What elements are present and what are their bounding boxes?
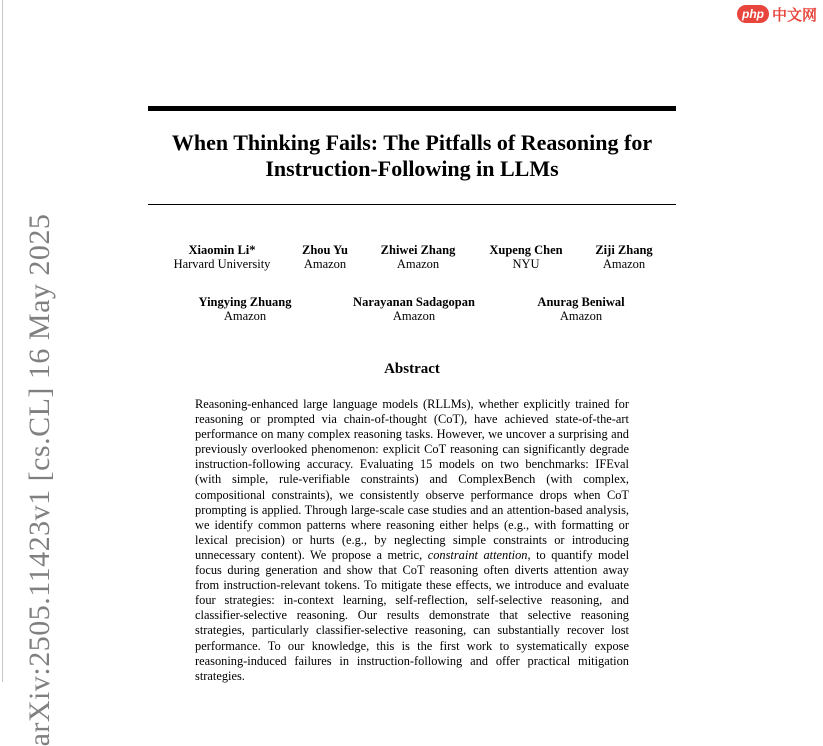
author-block bbox=[537, 295, 624, 323]
author-name: Yingying Zhuang bbox=[198, 295, 292, 309]
author-block bbox=[302, 243, 348, 271]
watermark-text: 中文网 bbox=[771, 6, 817, 24]
title-top-rule bbox=[148, 106, 676, 111]
abstract-heading: Abstract bbox=[384, 361, 440, 377]
author-block bbox=[381, 243, 456, 271]
author-block bbox=[199, 295, 292, 323]
abstract-emphasis: constraint attention bbox=[427, 547, 528, 562]
author-affiliation: Harvard University bbox=[173, 257, 271, 271]
author-name: Ziji Zhang bbox=[595, 243, 653, 257]
author-name: Anurag Beniwal bbox=[537, 295, 625, 309]
author-block bbox=[595, 243, 652, 271]
abstract-text-part-2: , to quantify model focus during generation and show that CoT reasoning often diverts attention away from instruction-relevant tokens. To mitigate these effects, we introduce and evaluate four strategies: in-context learning, self-reflection, self-selective reasoning, and classifier-selective reasoning. Our results demonstrate that selective reasoning strategies, particularly classifier-selective reasoning, can substantially recover lost performance. To our knowledge, this is the first work to systematically expose reasoning-induced failures in instruction-following and offer practical mitigation strategies. bbox=[195, 547, 630, 683]
abstract-text bbox=[195, 397, 629, 684]
arxiv-identifier: arXiv:2505.11423v1 [cs.CL] 16 May 2025 bbox=[23, 213, 56, 746]
author-name: Zhou Yu bbox=[302, 243, 348, 257]
author-affiliation: Amazon bbox=[559, 309, 603, 323]
author-name: Zhiwei Zhang bbox=[380, 243, 456, 257]
title-bottom-rule bbox=[148, 204, 676, 205]
author-affiliation: Amazon bbox=[396, 257, 440, 271]
author-affiliation: Amazon bbox=[223, 309, 267, 323]
author-name: Narayanan Sadagopan bbox=[353, 295, 475, 309]
author-affiliation: NYU bbox=[512, 257, 540, 271]
author-affiliation: Amazon bbox=[303, 257, 347, 271]
paper-title bbox=[148, 130, 676, 182]
author-affiliation: Amazon bbox=[602, 257, 646, 271]
php-logo-icon: php bbox=[737, 5, 769, 23]
author-name: Xupeng Chen bbox=[489, 243, 563, 257]
author-block bbox=[489, 243, 562, 271]
author-name: Xiaomin Li* bbox=[188, 243, 256, 257]
site-watermark[interactable] bbox=[737, 3, 817, 25]
page-border bbox=[2, 0, 3, 682]
author-block bbox=[174, 243, 271, 271]
author-affiliation: Amazon bbox=[392, 309, 436, 323]
title-line-2: Instruction-Following in LLMs bbox=[265, 156, 559, 181]
title-line-1: When Thinking Fails: The Pitfalls of Reasoning for bbox=[171, 130, 653, 155]
abstract-text-part-1: Reasoning-enhanced large language models (RLLMs), whether explicitly trained for reasoning or prompted via chain-of-thought (CoT), have achieved state-of-the-art performance on many complex reasoning tasks. However, we uncover a surprising and previously overlooked phenomenon: explicit CoT reasoning can significantly degrade instruction-following accuracy. Evaluating 15 models on two benchmarks: IFEval (with simple, rule-verifiable constraints) and ComplexBench (with complex, compositional constraints), we consistently observe performance drops when CoT prompting is applied. Through large-scale case studies and an attention-based analysis, we identify common patterns where reasoning either helps (e.g., with formatting or lexical precision) or hurts (e.g., by neglecting simple constraints or introducing unnecessary content). We propose a metric, bbox=[195, 397, 629, 562]
author-block bbox=[353, 295, 475, 323]
